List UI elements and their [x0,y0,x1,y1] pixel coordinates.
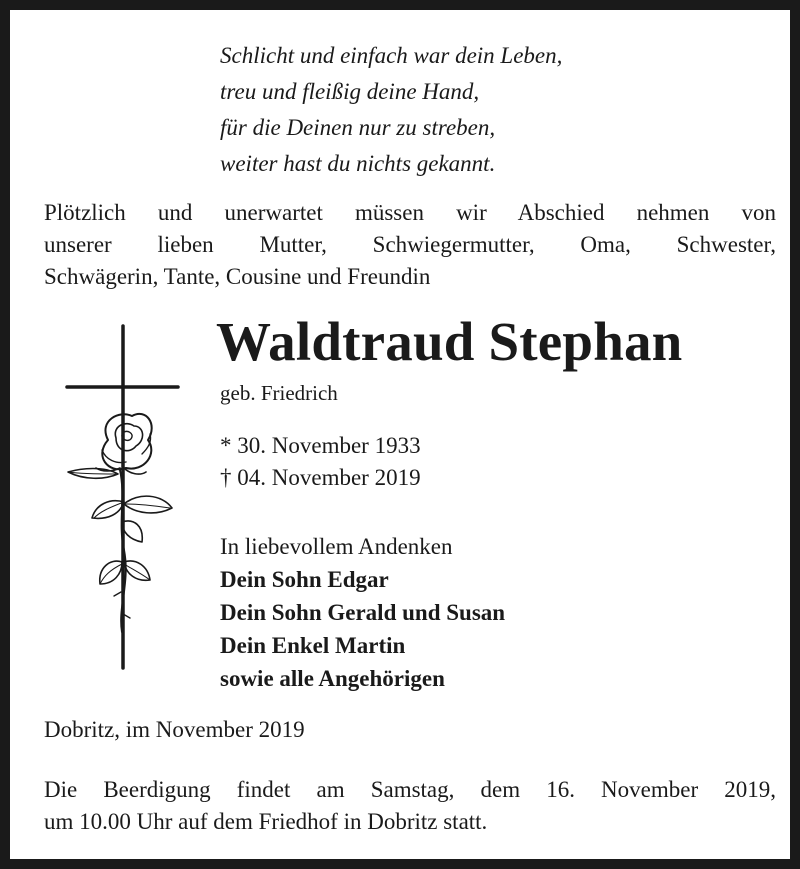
intro-text [44,197,776,293]
mourner-line: Dein Sohn Edgar [220,567,389,592]
life-dates [220,430,421,494]
deceased-name: Waldtraud Stephan [216,311,683,372]
poem-line: für die Deinen nur zu streben, [220,115,496,140]
funeral-line: um 10.00 Uhr auf dem Friedhof in Dobritz statt. [44,809,488,834]
place-date: Dobritz, im November 2019 [44,717,305,742]
poem-line: treu und fleißig deine Hand, [220,79,480,104]
cross-with-rose-icon [60,322,190,682]
poem-line: weiter hast du nichts gekannt. [220,151,496,176]
memorial-heading: In liebevollem Andenken [220,534,453,559]
maiden-name: geb. Friedrich [220,381,338,405]
memorial-block [220,530,505,695]
poem [220,38,740,182]
intro-line: Schwägerin, Tante, Cousine und Freundin [44,264,431,289]
poem-line: Schlicht und einfach war dein Leben, [220,43,563,68]
mourner-line: Dein Sohn Gerald und Susan [220,600,506,625]
death-date: † 04. November 2019 [220,465,421,490]
intro-line: unserer lieben Mutter, Schwiegermutter, Oma, Schwester, [44,232,776,257]
funeral-info [44,774,776,838]
mourner-line: sowie alle Angehörigen [220,666,445,691]
intro-line: Plötzlich und unerwartet müssen wir Abschied nehmen von [44,200,776,225]
birth-date: * 30. November 1933 [220,433,421,458]
mourner-line: Dein Enkel Martin [220,633,406,658]
funeral-line: Die Beerdigung findet am Samstag, dem 16. November 2019, [44,777,776,802]
